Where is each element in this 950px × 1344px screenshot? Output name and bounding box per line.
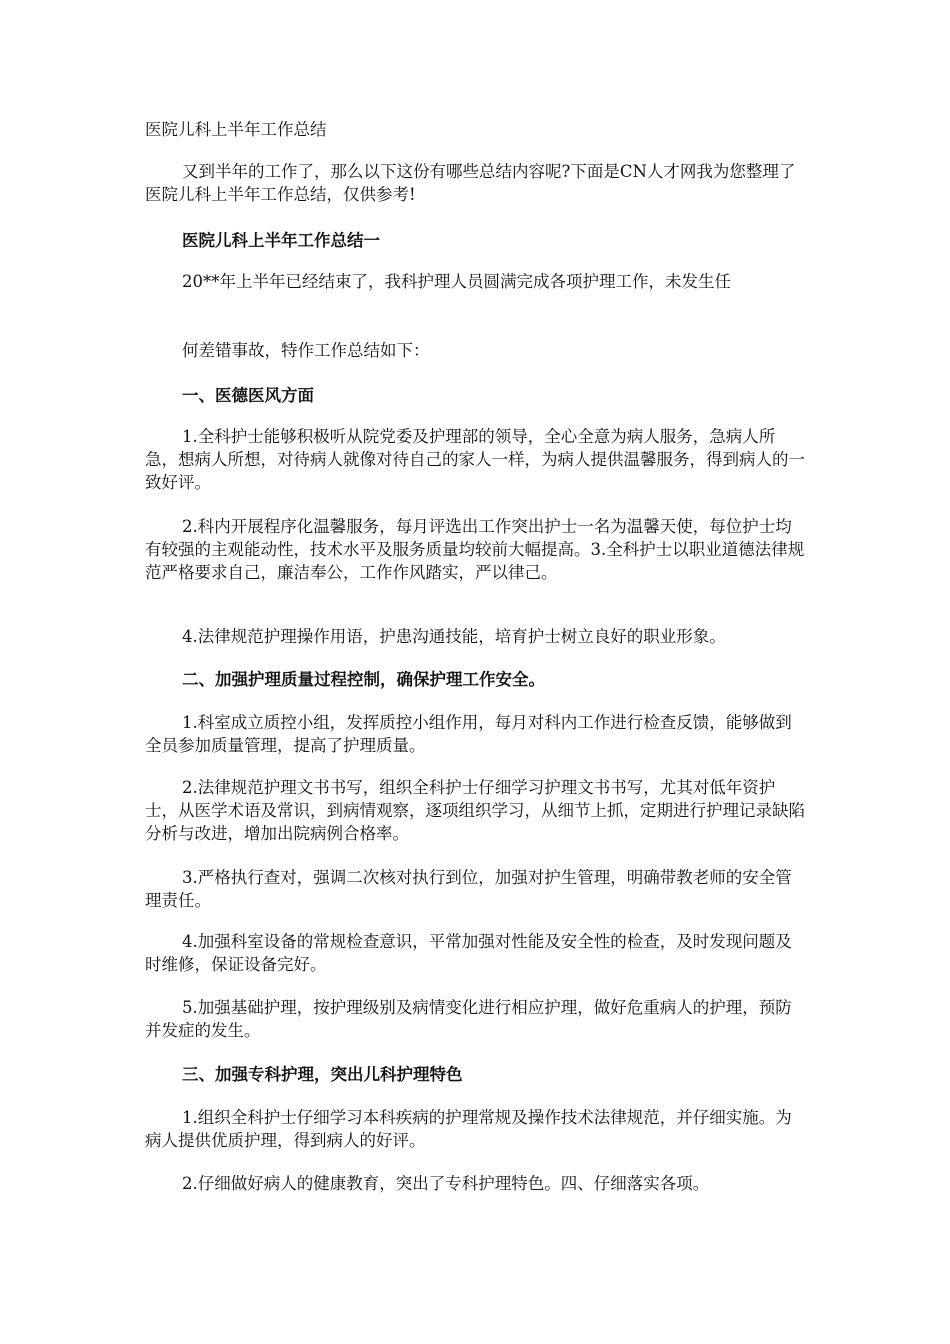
- section-1-item: 1.全科护士能够积极听从院党委及护理部的领导，全心全意为病人服务，急病人所急，想病人所想，对待病人就像对待自己的家人一样，为病人提供温馨服务，得到病人的一致好评。: [145, 427, 805, 492]
- intro-paragraph: 又到半年的工作了，那么以下这份有哪些总结内容呢?下面是CN人才网我为您整理了医院儿科上半年工作总结，仅供参考!: [145, 162, 796, 204]
- section-2-item: 3.严格执行查对，强调二次核对执行到位，加强对护生管理，明确带教老师的安全管理责任。: [145, 868, 792, 910]
- section-3-item: 2.仔细做好病人的健康教育，突出了专科护理特色。四、仔细落实各项。: [182, 1174, 710, 1193]
- opening-paragraph-2: 何差错事故，特作工作总结如下：: [182, 341, 430, 360]
- section-3-heading: 三、加强专科护理，突出儿科护理特色: [182, 1065, 463, 1084]
- section-2-item: 4.加强科室设备的常规检查意识，平常加强对性能及安全性的检查，及时发现问题及时维修，保证设备完好。: [145, 932, 792, 974]
- section-2-item: 1.科室成立质控小组，发挥质控小组作用，每月对科内工作进行检查反馈，能够做到全员参加质量管理，提高了护理质量。: [145, 713, 792, 755]
- section-1-item: 4.法律规范护理操作用语，护患沟通技能，培育护士树立良好的职业形象。: [182, 627, 726, 646]
- section-2-heading: 二、加强护理质量过程控制，确保护理工作安全。: [182, 670, 545, 689]
- section-3-item: 1.组织全科护士仔细学习本科疾病的护理常规及操作技术法律规范，并仔细实施。为病人提供优质护理，得到病人的好评。: [145, 1108, 792, 1150]
- document-subtitle: 医院儿科上半年工作总结一: [182, 231, 380, 250]
- section-2-item: 5.加强基础护理，按护理级别及病情变化进行相应护理，做好危重病人的护理，预防并发症的发生。: [145, 998, 792, 1040]
- section-1-item: 2.科内开展程序化温馨服务，每月评选出工作突出护士一名为温馨天使，每位护士均有较强的主观能动性，技术水平及服务质量均较前大幅提高。3.全科护士以职业道德法律规范严格要求自己，廉洁奉公，工作作风踏实，严以律己。: [145, 517, 805, 582]
- opening-paragraph-1: 20**年上半年已经结束了，我科护理人员圆满完成各项护理工作，未发生任: [182, 272, 731, 291]
- document-title: 医院儿科上半年工作总结: [145, 120, 327, 139]
- section-1-heading: 一、医德医风方面: [182, 386, 314, 405]
- section-2-item: 2.法律规范护理文书书写，组织全科护士仔细学习护理文书书写，尤其对低年资护士，从医学术语及常识，到病情观察，逐项组织学习，从细节上抓，定期进行护理记录缺陷分析与改进，增加出院病例合格率。: [145, 778, 805, 843]
